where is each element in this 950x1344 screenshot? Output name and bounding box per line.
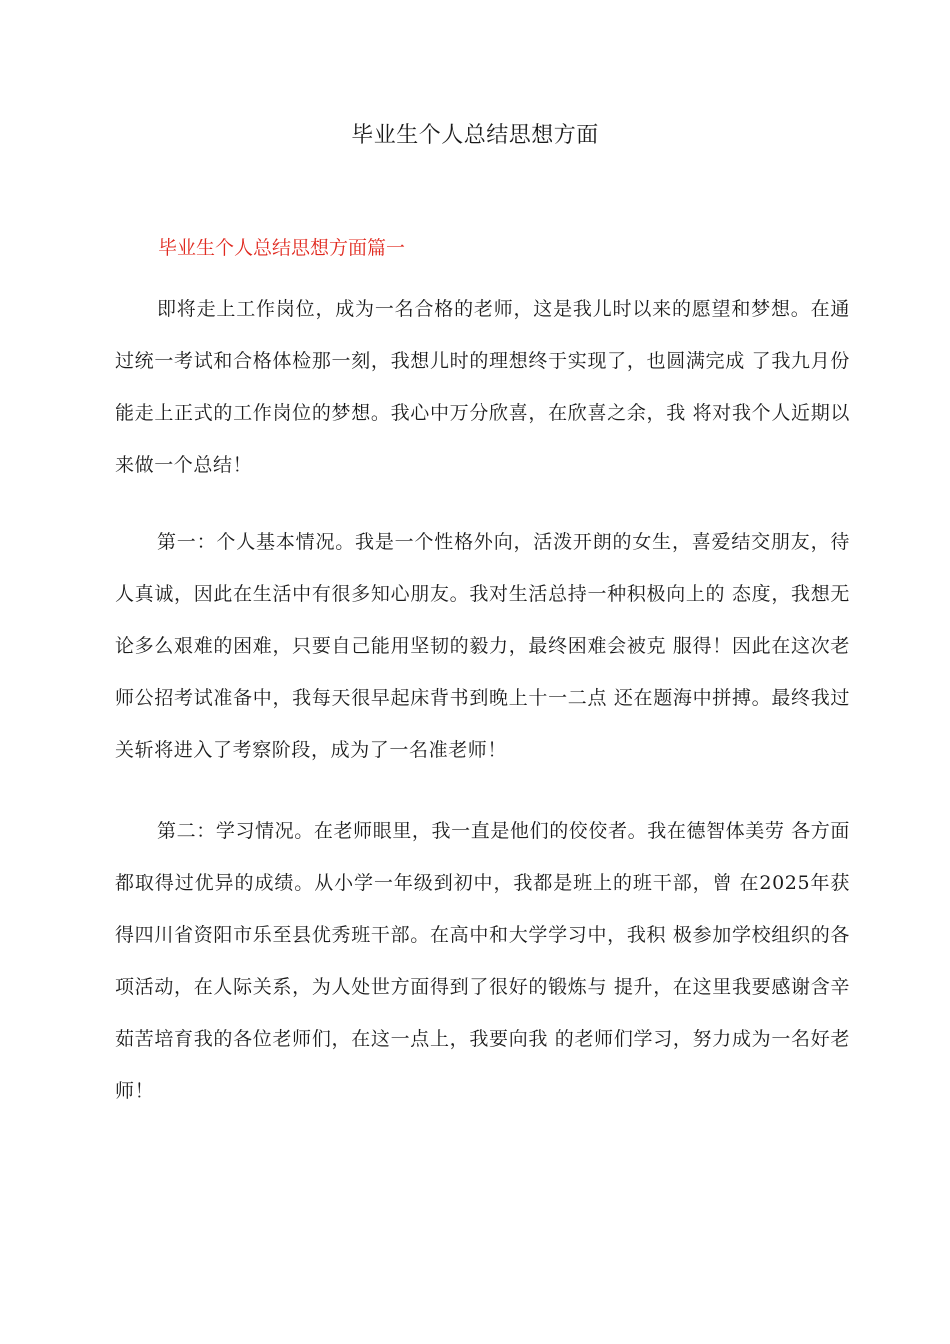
section-heading: 毕业生个人总结思想方面篇一 (158, 237, 406, 259)
document-title: 毕业生个人总结思想方面 (351, 123, 599, 148)
paragraph-intro: 即将走上工作岗位，成为一名合格的老师，这是我儿时以来的愿望和梦想。在通过统一考试和合格体检那一刻，我想儿时的理想终于实现了，也圆满完成 了我九月份能走上正式的工作岗位的梦想。我心中万分欣喜，在欣喜之余，我 将对我个人近期以来做一个总结！ (115, 298, 850, 476)
paragraph-basic-info: 第一：个人基本情况。我是一个性格外向，活泼开朗的女生，喜爱结交朋友，待人真诚，因此在生活中有很多知心朋友。我对生活总持一种积极向上的 态度，我想无论多么艰难的困难，只要自己能用坚韧的毅力，最终困难会被克 服得！因此在这次老师公招考试准备中，我每天很早起床背书到晚上十一二点 还在题海中拼搏。最终我过关斩将进入了考察阶段，成为了一名准老师！ (115, 531, 850, 761)
paragraph-study: 第二：学习情况。在老师眼里，我一直是他们的佼佼者。我在德智体美劳 各方面都取得过优异的成绩。从小学一年级到初中，我都是班上的班干部，曾 在2025年获得四川省资阳市乐至县优秀班干部。在高中和大学学习中，我积 极参加学校组织的各项活动，在人际关系，为人处世方面得到了很好的锻炼与 提升，在这里我要感谢含辛茹苦培育我的各位老师们，在这一点上，我要向我 的老师们学习，努力成为一名好老师！ (115, 820, 850, 1102)
